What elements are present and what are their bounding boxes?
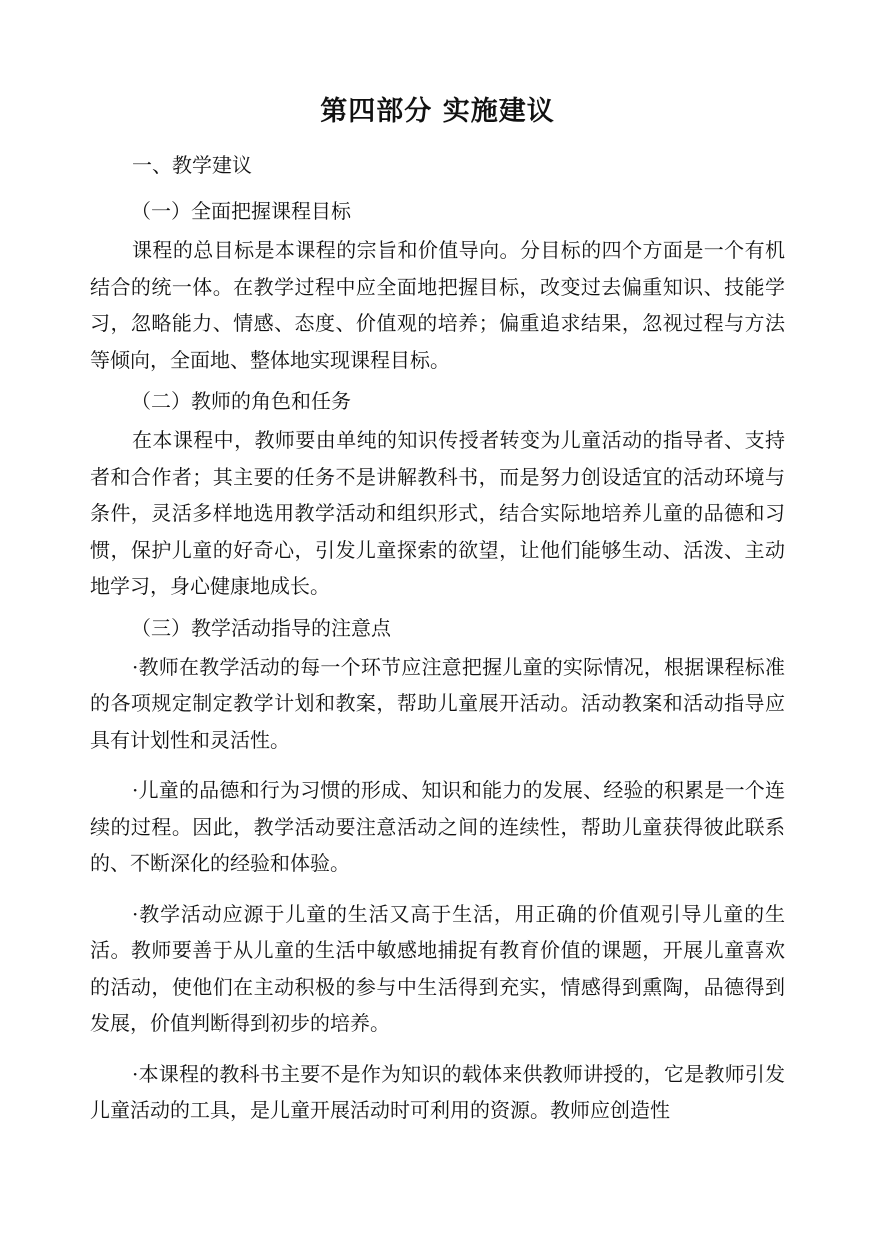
subheading-activity-guidance: （三）教学活动指导的注意点 bbox=[131, 615, 391, 640]
paragraph-course-goals: 课程的总目标是本课程的宗旨和价值导向。分目标的四个方面是一个有机结合的统一体。在教学过程中应全面地把握目标，改变过去偏重知识、技能学习，忽略能力、情感、态度、价值观的培养；偏重追求结果，忽视过程与方法等倾向，全面地、整体地实现课程目标。 bbox=[90, 238, 785, 372]
section-heading-teaching-suggestions: 一、教学建议 bbox=[132, 153, 252, 177]
bullet-paragraph-2: ·儿童的品德和行为习惯的形成、知识和能力的发展、经验的积累是一个连续的过程。因此，教学活动要注意活动之间的连续性，帮助儿童获得彼此联系的、不断深化的经验和体验。 bbox=[90, 778, 785, 875]
bullet-paragraph-1: ·教师在教学活动的每一个环节应注意把握儿童的实际情况，根据课程标准的各项规定制定教学计划和教案，帮助儿童展开活动。活动教案和活动指导应具有计划性和灵活性。 bbox=[90, 654, 785, 752]
page-title: 第四部分 实施建议 bbox=[320, 96, 555, 127]
subheading-teacher-role: （二）教师的角色和任务 bbox=[131, 389, 351, 413]
paragraph-teacher-role: 在本课程中，教师要由单纯的知识传授者转变为儿童活动的指导者、支持者和合作者；其主要的任务不是讲解教科书，而是努力创设适宜的活动环境与条件，灵活多样地选用教学活动和组织形式，结合实际地培养儿童的品德和习惯，保护儿童的好奇心，引发儿童探索的欲望，让他们能够生动、活泼、主动地学习，身心健康地成长。 bbox=[90, 428, 785, 598]
bullet-paragraph-3: ·教学活动应源于儿童的生活又高于生活，用正确的价值观引导儿童的生活。教师要善于从儿童的生活中敏感地捕捉有教育价值的课题，开展儿童喜欢的活动，使他们在主动积极的参与中生活得到充实，情感得到熏陶，品德得到发展，价值判断得到初步的培养。 bbox=[90, 901, 785, 1035]
subheading-course-goals: （一）全面把握课程目标 bbox=[131, 199, 351, 223]
bullet-paragraph-4: ·本课程的教科书主要不是作为知识的载体来供教师讲授的，它是教师引发儿童活动的工具，是儿童开展活动时可利用的资源。教师应创造性 bbox=[90, 1061, 785, 1122]
